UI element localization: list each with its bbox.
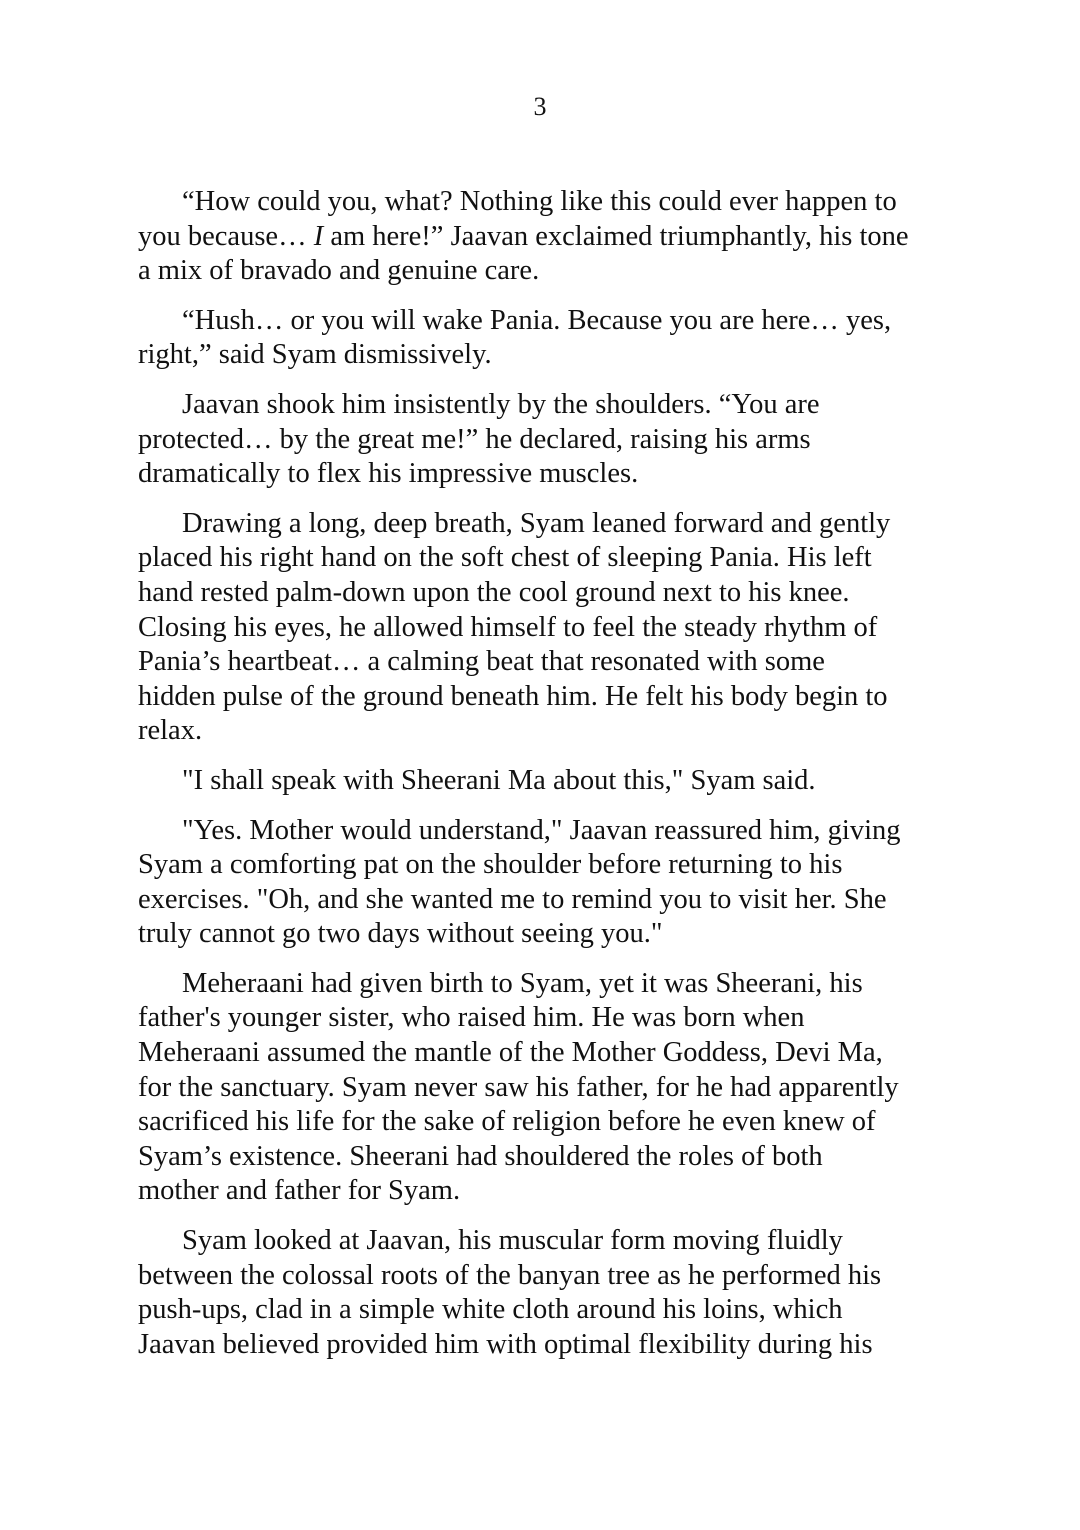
text-line: exercises. "Oh, and she wanted me to remind you to visit her. She xyxy=(138,883,887,915)
text-line: Jaavan shook him insistently by the shoulders. “You are xyxy=(182,388,820,420)
text-line: “How could you, what? Nothing like this could ever happen to xyxy=(182,186,897,217)
text-line: for the sanctuary. Syam never saw his father, for he had apparently xyxy=(138,1071,899,1103)
text-line: dramatically to flex his impressive muscles. xyxy=(138,458,639,490)
text-line: placed his right hand on the soft chest of sleeping Pania. His left xyxy=(138,542,872,574)
paragraph xyxy=(138,814,958,952)
text-line: between the colossal roots of the banyan tree as he performed his xyxy=(138,1259,882,1291)
text-line: "Yes. Mother would understand," Jaavan reassured him, giving xyxy=(182,814,901,846)
text-line: Jaavan believed provided him with optimal flexibility during his xyxy=(138,1328,873,1360)
paragraph xyxy=(138,1224,958,1362)
paragraph xyxy=(138,507,958,749)
text-line: Drawing a long, deep breath, Syam leaned forward and gently xyxy=(182,507,891,539)
text-line: mother and father for Syam. xyxy=(138,1175,461,1207)
text-line: protected… by the great me!” he declared, raising his arms xyxy=(138,423,811,455)
emphasis: I xyxy=(313,220,324,252)
text-line: push-ups, clad in a simple white cloth around his loins, which xyxy=(138,1294,843,1326)
text-line: Syam a comforting pat on the shoulder before returning to his xyxy=(138,849,843,881)
paragraph xyxy=(138,388,958,492)
text-line: father's younger sister, who raised him. He was born when xyxy=(138,1002,805,1034)
text-line: "I shall speak with Sheerani Ma about this," Syam said. xyxy=(182,764,816,796)
text-line: Syam’s existence. Sheerani had shouldered the roles of both xyxy=(138,1140,823,1172)
paragraph xyxy=(138,304,958,373)
text-line: relax. xyxy=(138,715,203,747)
text-line: “Hush… or you will wake Pania. Because you are here… yes, xyxy=(182,304,892,336)
text-line: sacrificed his life for the sake of religion before he even knew of xyxy=(138,1106,876,1138)
text-line: you because… I am here!” Jaavan exclaimed triumphantly, his tone xyxy=(138,220,909,252)
text-line: Pania’s heartbeat… a calming beat that resonated with some xyxy=(138,646,825,678)
paragraph xyxy=(138,764,958,799)
paragraph xyxy=(138,185,958,289)
text-line: Closing his eyes, he allowed himself to feel the steady rhythm of xyxy=(138,611,878,643)
text-line: Syam looked at Jaavan, his muscular form moving fluidly xyxy=(182,1225,843,1257)
text-line: right,” said Syam dismissively. xyxy=(138,339,492,371)
page-number: 3 xyxy=(533,92,547,121)
body-text xyxy=(138,185,958,1377)
text-line: truly cannot go two days without seeing you." xyxy=(138,918,663,950)
text-line: hidden pulse of the ground beneath him. He felt his body begin to xyxy=(138,680,888,712)
paragraph xyxy=(138,967,958,1209)
text-line: hand rested palm-down upon the cool ground next to his knee. xyxy=(138,576,850,608)
text-line: a mix of bravado and genuine care. xyxy=(138,255,540,287)
text-line: Meheraani had given birth to Syam, yet it was Sheerani, his xyxy=(182,967,863,999)
text-line: Meheraani assumed the mantle of the Mother Goddess, Devi Ma, xyxy=(138,1037,883,1069)
